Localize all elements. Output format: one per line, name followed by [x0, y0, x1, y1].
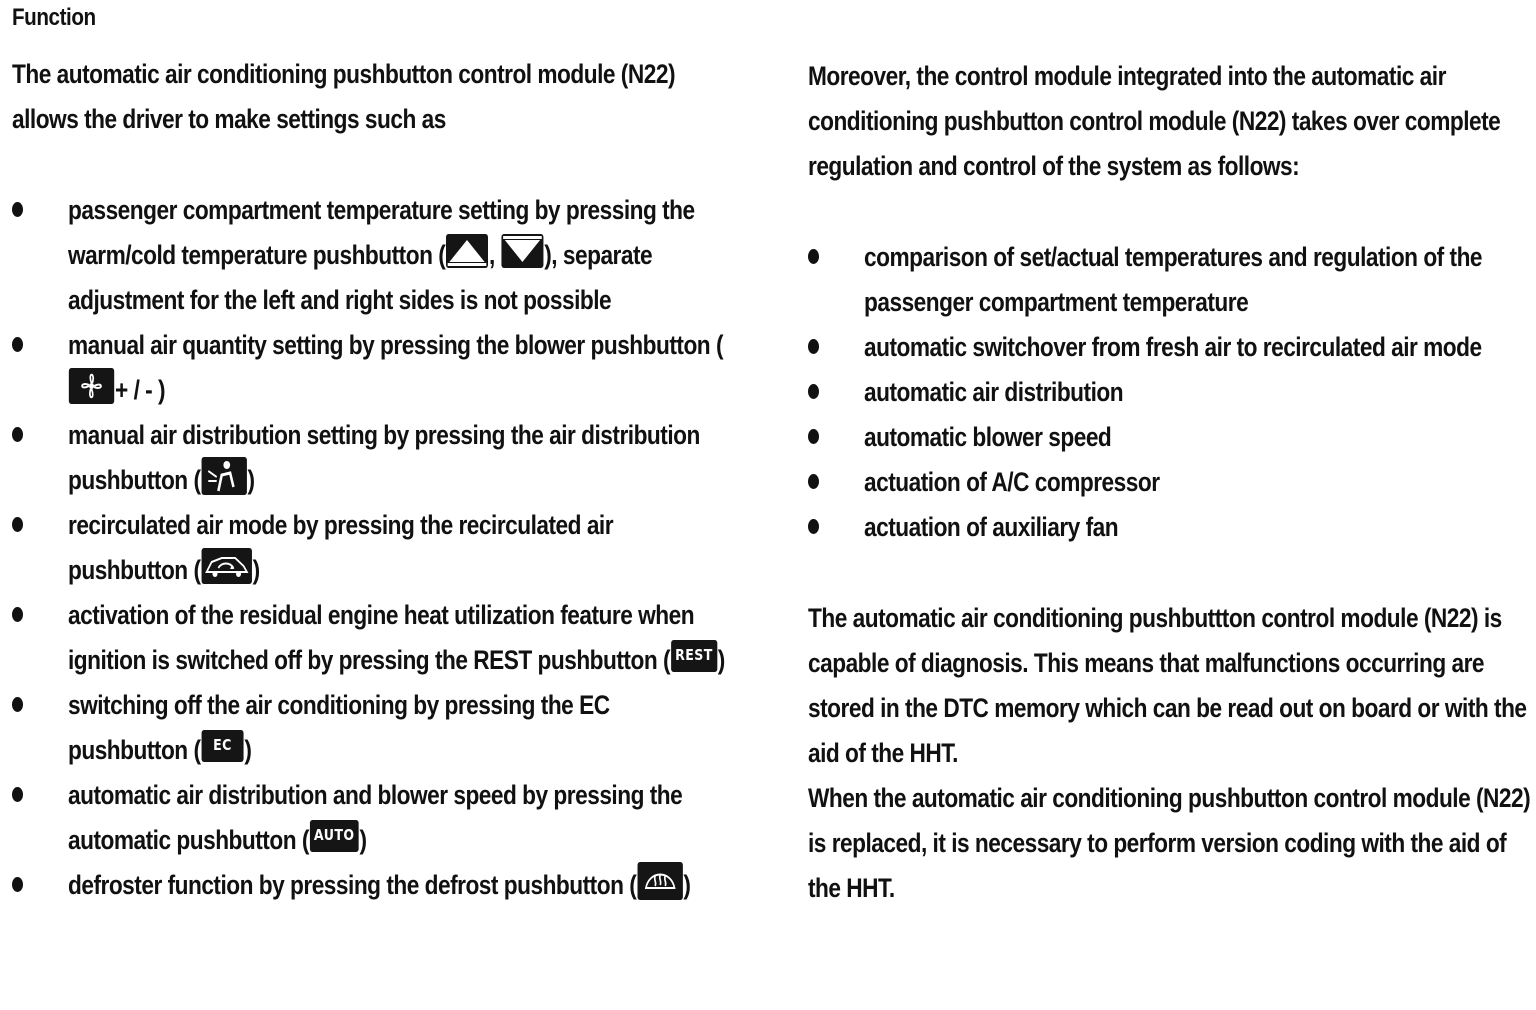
item-text: defroster function by pressing the defrost pushbutton ( — [68, 870, 637, 900]
list-item: manual air distribution setting by pressing the air distribution pushbutton ( ) — [12, 413, 772, 503]
bullet-dot — [12, 517, 23, 532]
bullet-dot — [808, 429, 819, 444]
bullet-dot — [808, 519, 819, 534]
ec-button-icon: EC — [201, 730, 243, 762]
list-item: automatic air distribution and blower speed by pressing the automatic pushbutton ( AUTO ) — [12, 773, 772, 863]
bullet-dot — [12, 787, 23, 802]
item-text: comparison of set/actual temperatures and regulation of the passenger compartment temperature — [864, 242, 1483, 317]
item-text: automatic air distribution — [864, 377, 1124, 407]
temp-up-button-icon — [446, 234, 488, 268]
list-item — [808, 505, 1536, 550]
item-text: actuation of auxiliary fan — [864, 512, 1119, 542]
list-item: activation of the residual engine heat utilization feature when ignition is switched off by pressing the REST pushbutton ( REST ) — [12, 593, 772, 683]
item-text: recirculated air mode by pressing the recirculated air pushbutton ( — [68, 510, 614, 585]
item-text: passenger compartment temperature setting by pressing the warm/cold temperature pushbutton ( — [68, 195, 695, 270]
bullet-dot — [808, 474, 819, 489]
section-heading: Function — [12, 4, 96, 31]
bullet-dot — [808, 249, 819, 264]
rest-button-icon: REST — [671, 640, 717, 672]
list-item — [808, 460, 1536, 505]
air-distribution-icon — [201, 457, 246, 495]
blower-fan-icon — [69, 368, 114, 404]
list-item: defroster function by pressing the defrost pushbutton ( ) — [12, 863, 772, 908]
item-text: manual air distribution setting by pressing the air distribution pushbutton ( — [68, 420, 700, 495]
auto-button-icon: AUTO — [310, 820, 359, 852]
bullet-dot — [808, 339, 819, 354]
diagnosis-paragraph: The automatic air conditioning pushbuttton control module (N22) is capable of diagnosis. This means that malfunctions occurring are stored in the DTC memory which can be read out on board or with the aid of the HHT. — [808, 603, 1527, 768]
bullet-dot — [12, 697, 23, 712]
list-item — [808, 415, 1536, 460]
right-intro: Moreover, the control module integrated into the automatic air conditioning pushbutton control module (N22) takes over complete regulation and control of the system as follows: — [808, 61, 1501, 181]
bullet-dot — [12, 427, 23, 442]
item-text: actuation of A/C compressor — [864, 467, 1160, 497]
list-item — [808, 325, 1536, 370]
bullet-dot — [12, 607, 23, 622]
list-item — [808, 235, 1536, 325]
list-item: passenger compartment temperature setting by pressing the warm/cold temperature pushbutton ( , ), separate adjustment for the left and right sides is not possible — [12, 188, 772, 323]
item-text: automatic blower speed — [864, 422, 1112, 452]
bullet-dot — [12, 202, 23, 217]
recirculation-car-icon — [201, 548, 251, 584]
item-text: automatic air distribution and blower speed by pressing the automatic pushbutton ( — [68, 780, 683, 855]
functions-list — [808, 235, 1536, 550]
item-text: activation of the residual engine heat utilization feature when ignition is switched off by pressing the REST pushbutton ( — [68, 600, 695, 675]
list-item — [808, 370, 1536, 415]
item-text: manual air quantity setting by pressing the blower pushbutton ( — [68, 330, 724, 360]
bullet-dot — [12, 337, 23, 352]
defrost-icon — [637, 862, 682, 900]
bullet-dot — [12, 877, 23, 892]
left-column — [12, 52, 772, 908]
left-intro: The automatic air conditioning pushbutton control module (N22) allows the driver to make settings such as — [12, 59, 675, 134]
list-item: manual air quantity setting by pressing the blower pushbutton ( + / - ) — [12, 323, 772, 413]
coding-paragraph: When the automatic air conditioning pushbutton control module (N22) is replaced, it is necessary to perform version coding with the aid of the HHT. — [808, 783, 1531, 903]
list-item: switching off the air conditioning by pressing the EC pushbutton ( EC ) — [12, 683, 772, 773]
list-item: recirculated air mode by pressing the recirculated air pushbutton ( ) — [12, 503, 772, 593]
temp-down-button-icon — [501, 234, 543, 268]
item-text: automatic switchover from fresh air to recirculated air mode — [864, 332, 1482, 362]
item-text: switching off the air conditioning by pressing the EC pushbutton ( — [68, 690, 610, 765]
right-column — [808, 54, 1536, 911]
settings-list — [12, 188, 772, 908]
bullet-dot — [808, 384, 819, 399]
